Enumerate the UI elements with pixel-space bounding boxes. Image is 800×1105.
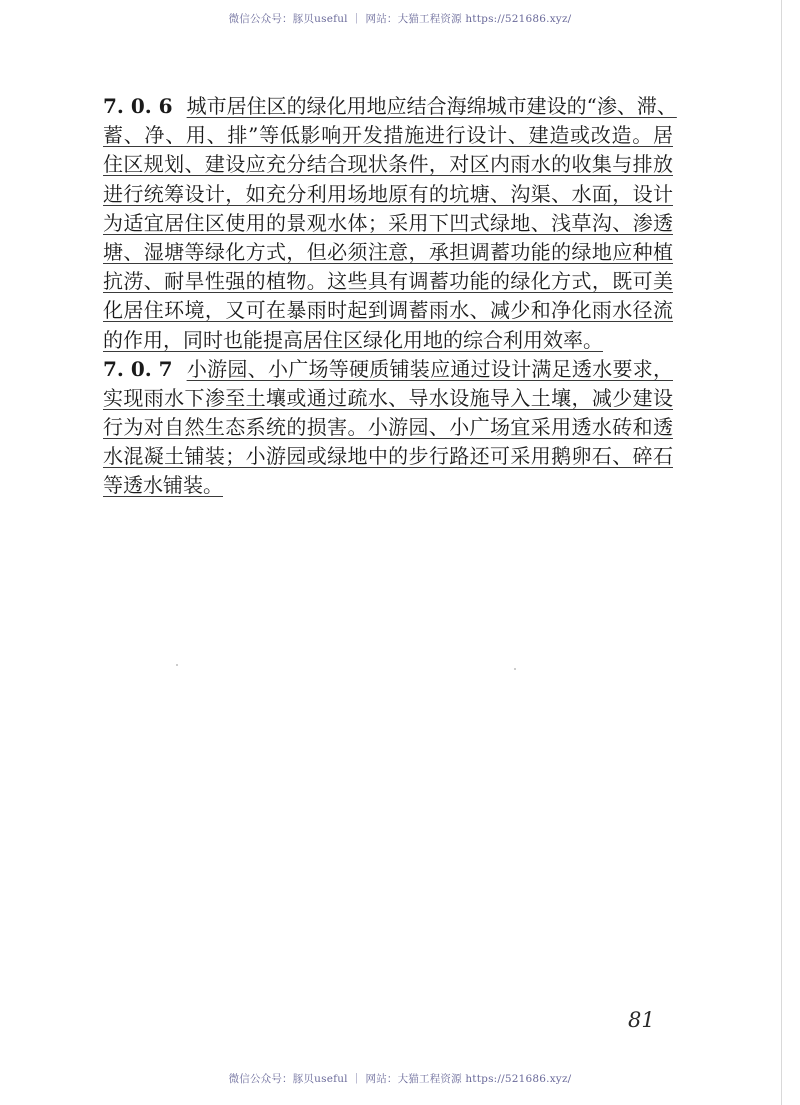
text-line: 7. 0. 7 小游园、小广场等硬质铺装应通过设计满足透水要求，: [103, 355, 673, 384]
text-line: 实现雨水下渗至土壤或通过疏水、导水设施导入土壤，减少建设: [103, 385, 673, 410]
scan-speck: [514, 668, 516, 670]
document-body: [103, 92, 677, 501]
page-number: 81: [628, 1008, 655, 1032]
text-line: 水混凝土铺装；小游园或绿地中的步行路还可采用鹅卵石、碎石: [103, 444, 673, 469]
text-line: 化居住环境，又可在暴雨时起到调蓄雨水、减少和净化雨水径流: [103, 298, 673, 323]
text-line: 塘、湿塘等绿化方式，但必须注意，承担调蓄功能的绿地应种植: [103, 239, 673, 264]
watermark-top: 微信公众号：豚贝useful ｜ 网站：大猫工程资源 https://521686.xyz/: [228, 13, 572, 25]
clause-number: 7. 0. 6: [103, 94, 173, 118]
clause-number: 7. 0. 7: [103, 356, 173, 381]
text-line: 等透水铺装。: [103, 473, 223, 498]
clause-7-0-6: [103, 92, 677, 355]
text-line: 行为对自然生态系统的损害。小游园、小广场宜采用透水砖和透: [103, 415, 673, 440]
text-line: 进行统筹设计，如充分利用场地原有的坑塘、沟渠、水面，设计: [103, 181, 673, 206]
watermark-bottom: 微信公众号：豚贝useful ｜ 网站：大猫工程资源 https://521686.xyz/: [228, 1073, 572, 1085]
clause-7-0-7: [103, 355, 673, 501]
text-line: 的作用，同时也能提高居住区绿化用地的综合利用效率。: [103, 327, 603, 352]
text-line: 蓄、净、用、排”等低影响开发措施进行设计、建造或改造。居: [103, 123, 673, 148]
text-line: 7. 0. 6 城市居住区的绿化用地应结合海绵城市建设的“渗、滞、: [103, 92, 673, 121]
text-line: 为适宜居住区使用的景观水体；采用下凹式绿地、浅草沟、渗透: [103, 210, 673, 235]
scan-speck: [176, 664, 178, 666]
page-right-edge: [781, 0, 782, 1105]
text-line: 住区规划、建设应充分结合现状条件，对区内雨水的收集与排放: [103, 152, 673, 177]
text-line: 抗涝、耐旱性强的植物。这些具有调蓄功能的绿化方式，既可美: [103, 269, 673, 294]
